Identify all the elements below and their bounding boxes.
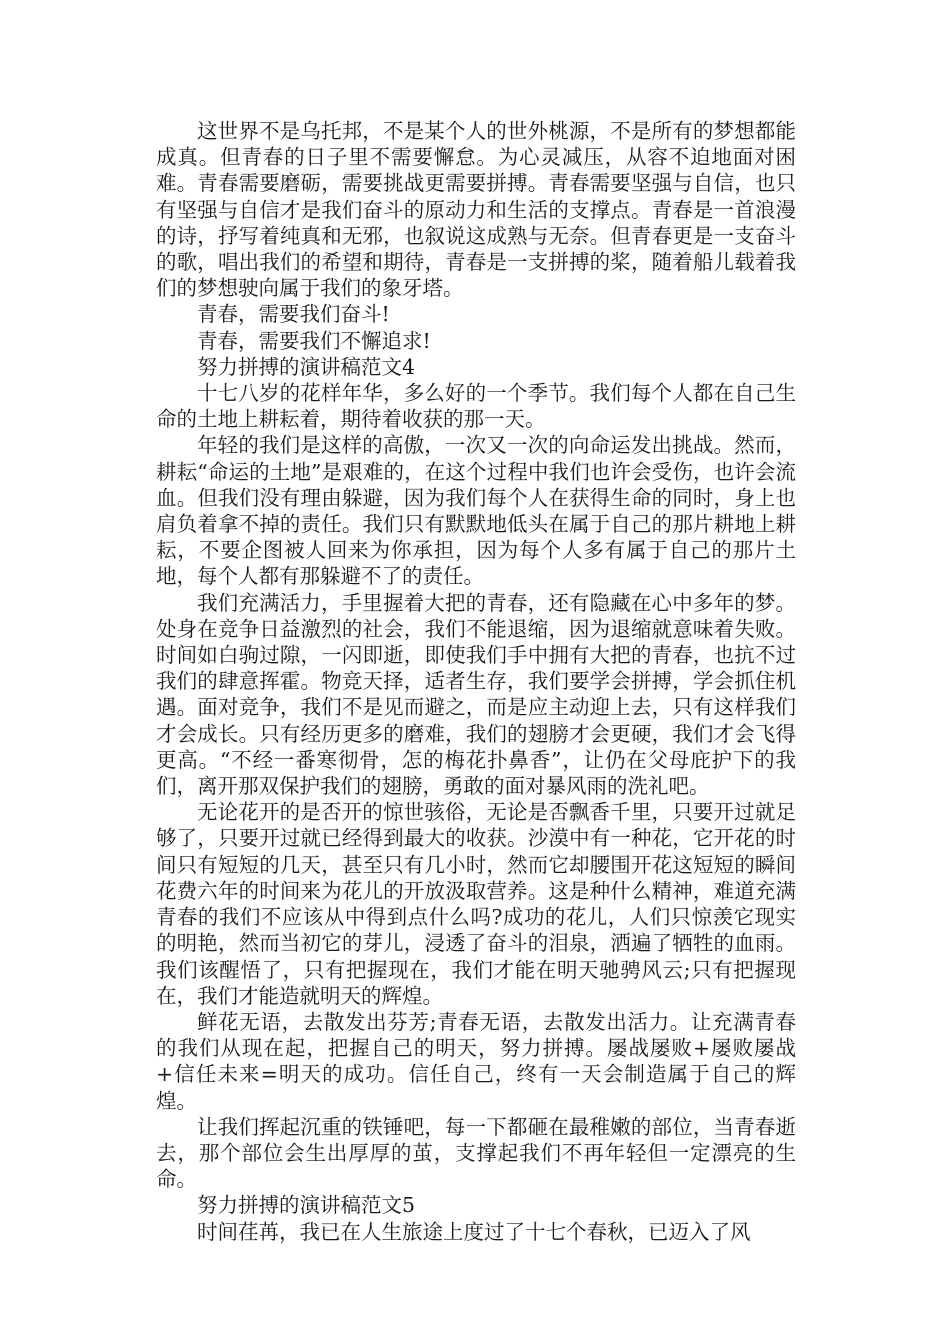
paragraph: 让我们挥起沉重的铁锤吧，每一下都砸在最稚嫩的部位，当青春逝去，那个部位会生出厚厚的茧，支撑起我们不再年轻但一定漂亮的生命。 bbox=[156, 1114, 796, 1192]
paragraph: 无论花开的是否开的惊世骇俗，无论是否飘香千里，只要开过就足够了，只要开过就已经得到最大的收获。沙漠中有一种花，它开花的时间只有短短的几天，甚至只有几小时，然而它却腰围开花这短短的瞬间花费六年的时间来为花儿的开放汲取营养。这是种什么精神，难道充满青春的我们不应该从中得到点什么吗?成功的花儿，人们只惊羡它现实的明艳，然而当初它的芽儿，浸透了奋斗的泪泉，洒遍了牺牲的血雨。我们该醒悟了，只有把握现在，我们才能在明天驰骋风云;只有把握现在，我们才能造就明天的辉煌。 bbox=[156, 800, 796, 1008]
paragraph: 青春，需要我们奋斗! bbox=[197, 302, 390, 327]
section-heading: 努力拼搏的演讲稿范文4 bbox=[197, 354, 416, 379]
paragraph: 我们充满活力，手里握着大把的青春，还有隐藏在心中多年的梦。处身在竞争日益激烈的社会，我们不能退缩，因为退缩就意味着失败。时间如白驹过隙，一闪即逝，即使我们手中拥有大把的青春，也抗不过我们的肆意挥霍。物竞天择，适者生存，我们要学会拼搏，学会抓住机遇。面对竞争，我们不是见而避之，而是应主动迎上去，只有这样我们才会成长。只有经历更多的磨难，我们的翅膀才会更硬，我们才会飞得更高。“不经一番寒彻骨，怎的梅花扑鼻香”，让仍在父母庇护下的我们，离开那双保护我们的翅膀，勇敢的面对暴风雨的洗礼吧。 bbox=[156, 590, 796, 799]
document-body bbox=[156, 118, 796, 1245]
section-heading: 努力拼搏的演讲稿范文5 bbox=[197, 1193, 416, 1218]
paragraph: 十七八岁的花样年华，多么好的一个季节。我们每个人都在自己生命的土地上耕耘着，期待着收获的那一天。 bbox=[156, 381, 796, 432]
paragraph: 这世界不是乌托邦，不是某个人的世外桃源，不是所有的梦想都能成真。但青春的日子里不需要懈怠。为心灵减压，从容不迫地面对困难。青春需要磨砺，需要挑战更需要拼搏。青春需要坚强与自信，也只有坚强与自信才是我们奋斗的原动力和生活的支撑点。青春是一首浪漫的诗，抒写着纯真和无邪，也叙说这成熟与无奈。但青春更是一支奋斗的歌，唱出我们的希望和期待，青春是一支拼搏的桨，随着船儿载着我们的梦想驶向属于我们的象牙塔。 bbox=[156, 119, 796, 301]
paragraph: 青春，需要我们不懈追求! bbox=[197, 328, 431, 353]
paragraph: 时间荏苒，我已在人生旅途上度过了十七个春秋，已迈入了风 bbox=[197, 1219, 751, 1244]
paragraph: 年轻的我们是这样的高傲，一次又一次的向命运发出挑战。然而，耕耘“命运的土地”是艰难的，在这个过程中我们也许会受伤，也许会流血。但我们没有理由躲避，因为我们每个人在获得生命的同时，身上也肩负着拿不掉的责任。我们只有默默地低头在属于自己的那片耕地上耕耘，不要企图被人回来为你承担，因为每个人多有属于自己的那片土地，每个人都有那躲避不了的责任。 bbox=[156, 433, 796, 589]
paragraph: 鲜花无语，去散发出芬芳;青春无语，去散发出活力。让充满青春的我们从现在起，把握自己的明天，努力拼搏。屡战屡败+屡败屡战+信任未来=明天的成功。信任自己，终有一天会制造属于自己的辉煌。 bbox=[156, 1009, 796, 1113]
